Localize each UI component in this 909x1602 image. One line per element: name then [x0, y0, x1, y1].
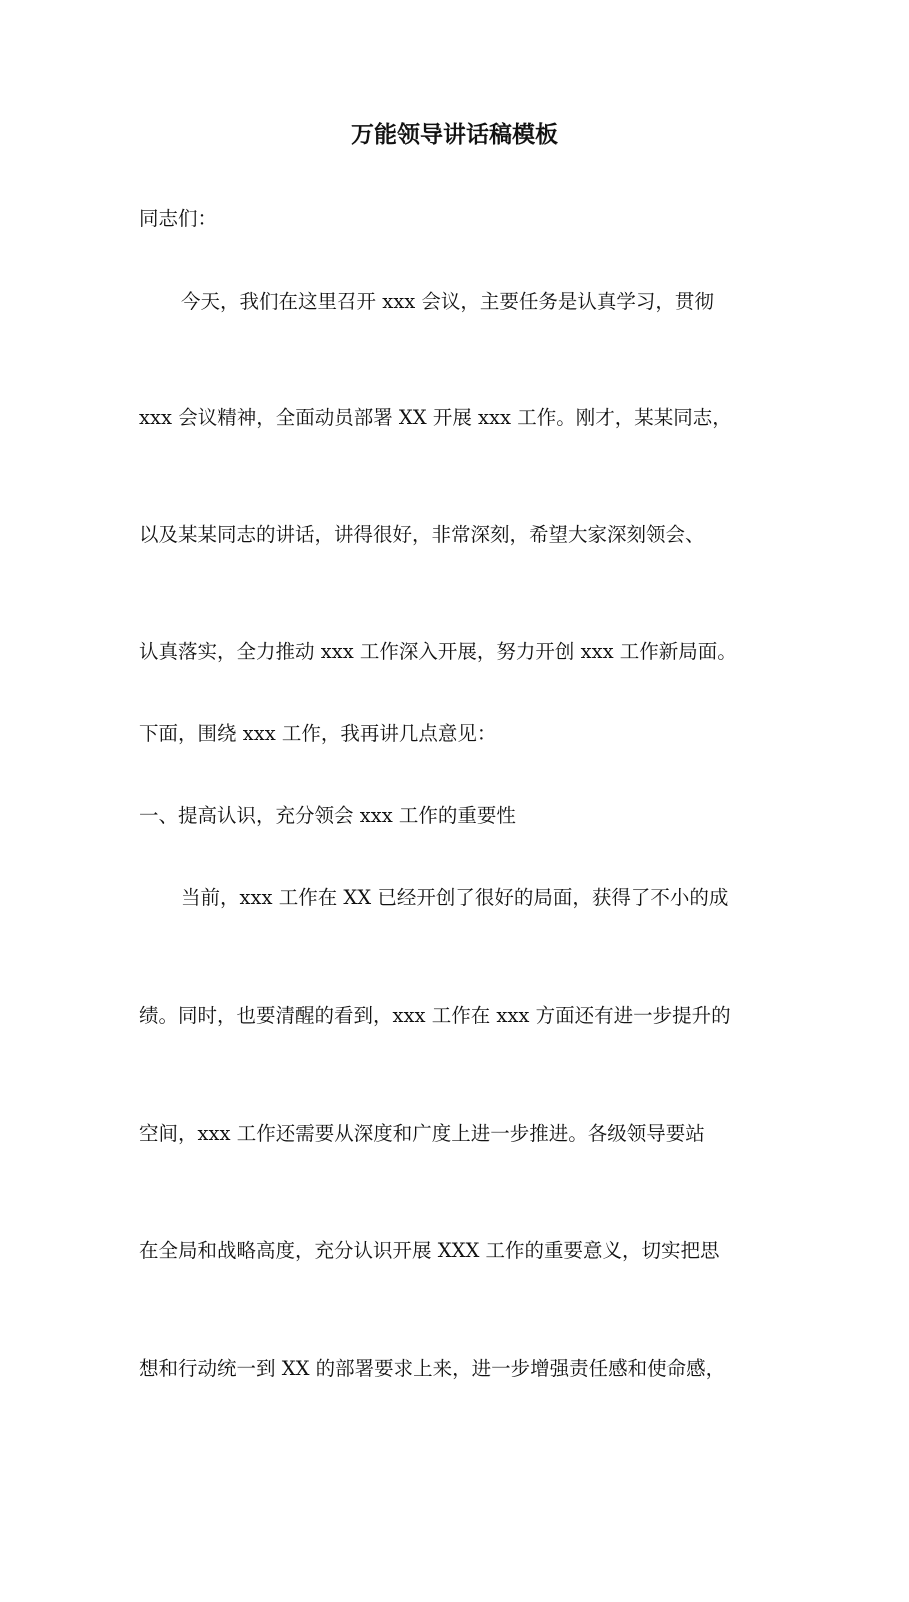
paragraph-line: 下面，围绕 xxx 工作，我再讲几点意见： [139, 722, 497, 745]
paragraph-line: 当前，xxx 工作在 XX 已经开创了很好的局面，获得了不小的成 [181, 886, 729, 909]
salutation: 同志们： [139, 207, 218, 230]
paragraph-line: 在全局和战略高度，充分认识开展 XXX 工作的重要意义，切实把思 [139, 1239, 720, 1262]
paragraph-line: 空间，xxx 工作还需要从深度和广度上进一步推进。各级领导要站 [139, 1122, 705, 1145]
paragraph-line: 今天，我们在这里召开 xxx 会议，主要任务是认真学习，贯彻 [181, 290, 714, 313]
paragraph-line: 想和行动统一到 XX 的部署要求上来，进一步增强责任感和使命感， [139, 1357, 726, 1380]
document-title: 万能领导讲话稿模板 [351, 121, 558, 148]
paragraph-line: 以及某某同志的讲话，讲得很好，非常深刻，希望大家深刻领会、 [139, 523, 705, 546]
paragraph-line: xxx 会议精神，全面动员部署 XX 开展 xxx 工作。刚才，某某同志， [139, 406, 732, 429]
section-heading: 一、提高认识，充分领会 xxx 工作的重要性 [139, 804, 516, 827]
paragraph-line: 认真落实，全力推动 xxx 工作深入开展，努力开创 xxx 工作新局面。 [139, 640, 737, 663]
paragraph-line: 绩。同时，也要清醒的看到，xxx 工作在 xxx 方面还有进一步提升的 [139, 1004, 731, 1027]
